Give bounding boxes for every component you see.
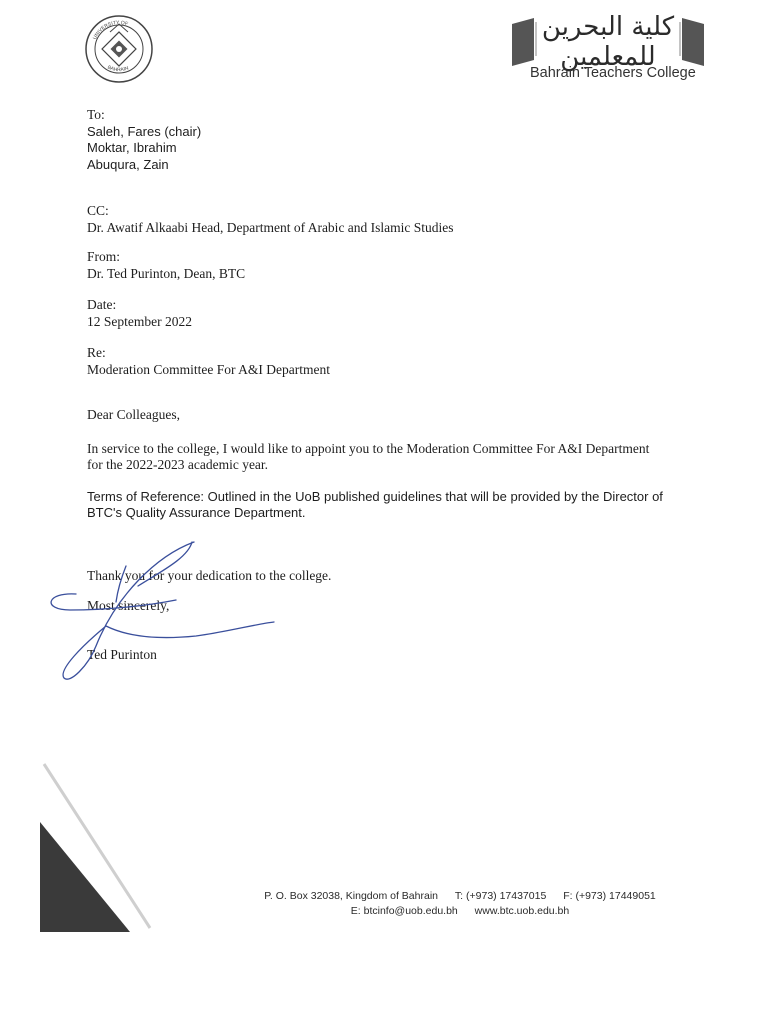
cc-label: CC: xyxy=(87,203,109,218)
appointment-paragraph xyxy=(87,441,727,473)
terms-paragraph xyxy=(87,489,727,521)
footer-contact-line xyxy=(200,890,720,902)
closing-text: Most sincerely, xyxy=(87,598,170,613)
footer-website[interactable]: www.btc.uob.edu.bh xyxy=(474,905,570,917)
paragraph-line: In service to the college, I would like to appoint you to the Moderation Committee For A&I Department xyxy=(87,441,650,456)
seal-text-bottom: BAHRAIN xyxy=(106,64,130,74)
paragraph-line: for the 2022-2023 academic year. xyxy=(87,457,269,472)
college-logo xyxy=(508,10,708,86)
subject-label: Re: xyxy=(87,345,106,360)
signer-name: Ted Purinton xyxy=(87,647,157,662)
logo-english-text: Bahrain Teachers College xyxy=(530,65,696,81)
cc-value: Dr. Awatif Alkaabi Head, Department of Arabic and Islamic Studies xyxy=(87,219,454,235)
seal-text-top: UNIVERSITY OF xyxy=(92,19,129,41)
signer-line xyxy=(87,647,157,664)
logo-arabic-text: كلية البحرين للمعلمين xyxy=(541,12,675,72)
from-label: From: xyxy=(87,249,121,264)
subject-value: Moderation Committee For A&I Department xyxy=(87,361,330,377)
footer-address: P. O. Box 32038, Kingdom of Bahrain xyxy=(264,890,438,902)
university-seal-icon xyxy=(84,14,154,84)
date-label: Date: xyxy=(87,297,117,312)
to-recipient: Saleh, Fares (chair) xyxy=(87,123,202,139)
footer-phone: T: (+973) 17437015 xyxy=(454,890,547,902)
to-section xyxy=(87,107,201,173)
date-section xyxy=(87,297,192,330)
decorative-corner-shape xyxy=(0,760,170,940)
thanks-text: Thank you for your dedication to the college. xyxy=(87,568,332,583)
footer-email[interactable]: E: btcinfo@uob.edu.bh xyxy=(350,905,458,917)
closing-line xyxy=(87,598,169,615)
paragraph-line: BTC's Quality Assurance Department. xyxy=(87,505,306,520)
to-recipient: Moktar, Ibrahim xyxy=(87,140,177,155)
date-value: 12 September 2022 xyxy=(87,313,192,329)
salutation xyxy=(87,407,180,424)
from-value: Dr. Ted Purinton, Dean, BTC xyxy=(87,265,246,281)
footer-fax: F: (+973) 17449051 xyxy=(563,890,656,902)
from-section xyxy=(87,249,245,282)
salutation-text: Dear Colleagues, xyxy=(87,407,180,422)
subject-section xyxy=(87,345,330,378)
cc-section xyxy=(87,203,454,236)
to-label: To: xyxy=(87,107,105,122)
paragraph-line: Terms of Reference: Outlined in the UoB published guidelines that will be provided by the Director of xyxy=(87,489,663,504)
thanks-line xyxy=(87,568,331,585)
footer-web-line xyxy=(200,905,720,917)
to-recipient: Abuqura, Zain xyxy=(87,156,169,172)
